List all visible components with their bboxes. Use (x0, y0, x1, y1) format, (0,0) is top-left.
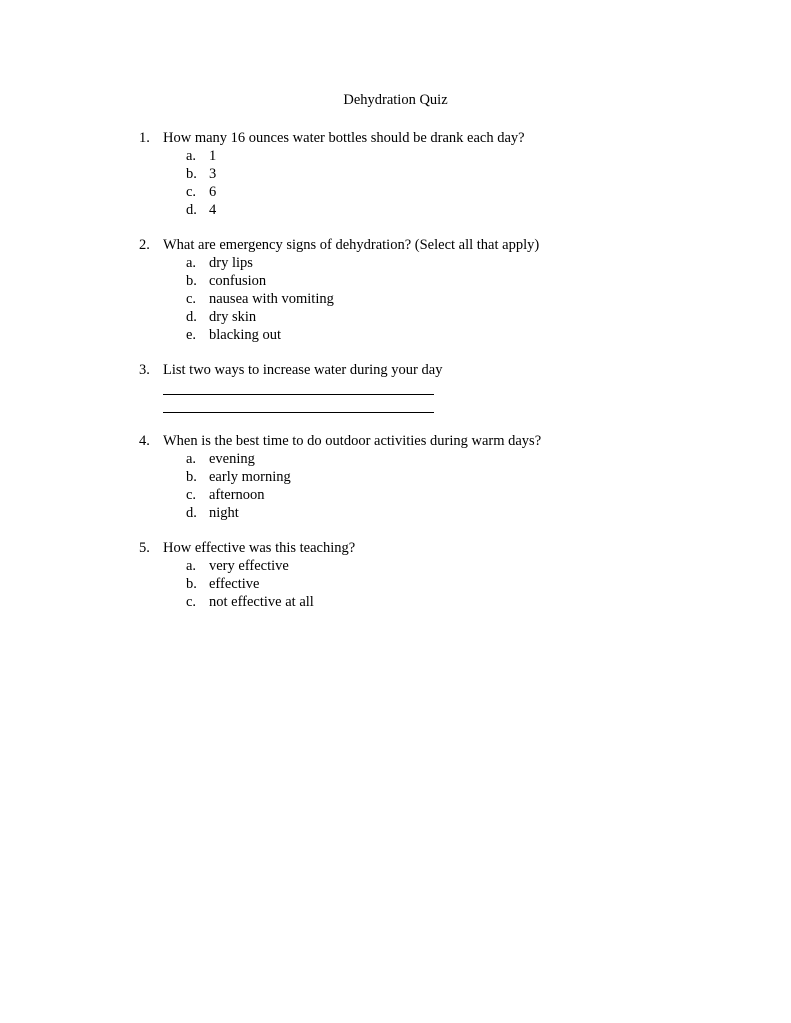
question-text: When is the best time to do outdoor activities during warm days? (163, 433, 542, 449)
option-text: confusion (209, 273, 267, 289)
option-letter: c. (186, 291, 197, 307)
option-text: effective (209, 576, 260, 592)
option-text: nausea with vomiting (209, 291, 334, 307)
option-letter: d. (186, 202, 197, 218)
question-number: 3. (139, 362, 150, 378)
option-text: 6 (209, 184, 217, 200)
question-text: How effective was this teaching? (163, 540, 356, 556)
option-text: not effective at all (209, 594, 314, 610)
question-text: What are emergency signs of dehydration? (Select all that apply) (163, 237, 540, 253)
option-text: 4 (209, 202, 217, 218)
option-letter: d. (186, 309, 197, 325)
option-letter: a. (186, 451, 197, 467)
option-letter: c. (186, 487, 197, 503)
option-letter: b. (186, 166, 197, 182)
option-letter: a. (186, 148, 197, 164)
option-letter: a. (186, 558, 197, 574)
option-text: blacking out (209, 327, 282, 343)
question-number: 5. (139, 540, 150, 556)
option-letter: b. (186, 469, 197, 485)
option-letter: d. (186, 505, 197, 521)
option-text: dry skin (209, 309, 257, 325)
option-text: evening (209, 451, 255, 467)
question-text: List two ways to increase water during your day (163, 362, 443, 378)
option-letter: e. (186, 327, 197, 343)
question-text: How many 16 ounces water bottles should be drank each day? (163, 130, 525, 146)
question-number: 2. (139, 237, 150, 253)
question-number: 1. (139, 130, 150, 146)
answer-blank-line[interactable] (163, 394, 434, 395)
option-letter: a. (186, 255, 197, 271)
page-title: Dehydration Quiz (343, 92, 448, 108)
option-text: dry lips (209, 255, 253, 271)
option-letter: b. (186, 576, 197, 592)
option-text: 1 (209, 148, 217, 164)
option-text: very effective (209, 558, 289, 574)
answer-blank-line[interactable] (163, 412, 434, 413)
option-text: night (209, 505, 239, 521)
option-letter: c. (186, 594, 197, 610)
option-letter: b. (186, 273, 197, 289)
option-text: early morning (209, 469, 291, 485)
option-letter: c. (186, 184, 197, 200)
option-text: 3 (209, 166, 217, 182)
option-text: afternoon (209, 487, 265, 503)
question-number: 4. (139, 433, 150, 449)
